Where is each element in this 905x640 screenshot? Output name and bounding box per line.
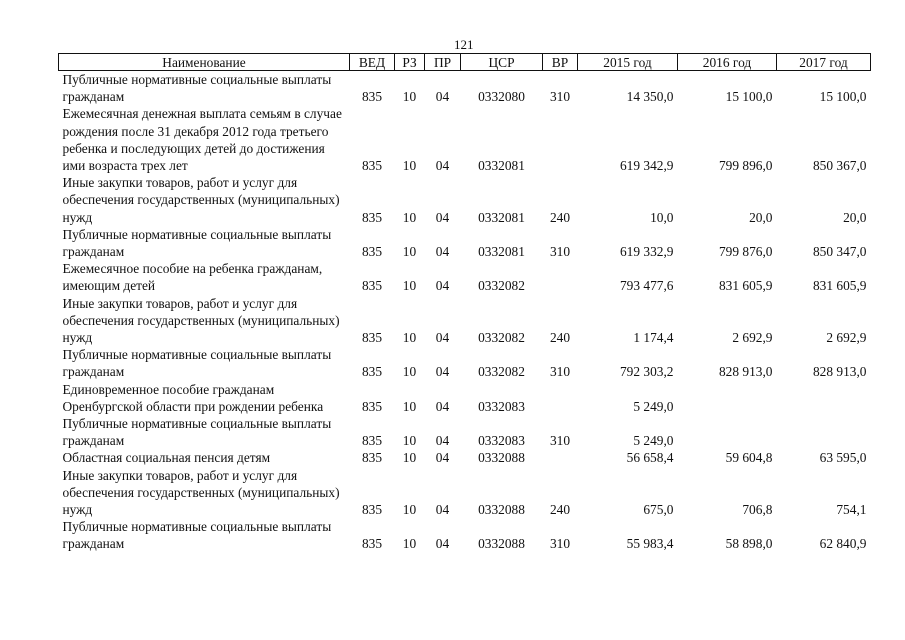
cell-vr: 240: [549, 330, 571, 346]
cell-2016: 831 605,9: [718, 278, 773, 294]
budget-table: [58, 53, 871, 553]
cell-2017: 850 347,0: [812, 244, 867, 260]
cell-2017: 2 692,9: [826, 330, 867, 346]
cell-2017: 828 913,0: [812, 364, 867, 380]
cell-name: Публичные нормативные социальные выплаты гражданам: [62, 226, 332, 260]
cell-ved: 835: [361, 158, 383, 174]
cell-pr: 04: [435, 502, 450, 518]
table-row: [59, 260, 871, 294]
cell-ved: 835: [361, 330, 383, 346]
table-row: [59, 467, 871, 519]
cell-2016: 706,8: [742, 502, 773, 518]
header-name: Наименование: [59, 54, 350, 71]
table-header-row: [59, 54, 871, 71]
cell-vr: [543, 449, 578, 466]
cell-ved: 835: [361, 536, 383, 552]
cell-ved: 835: [361, 278, 383, 294]
cell-name: Областная социальная пенсия детям: [62, 450, 271, 466]
cell-rz: 10: [402, 398, 417, 414]
cell-vr: 240: [549, 502, 571, 518]
cell-pr: 04: [435, 398, 450, 414]
cell-pr: 04: [435, 158, 450, 174]
table-row: [59, 415, 871, 449]
cell-2015: 5 249,0: [633, 433, 674, 449]
header-2016: 2016 год: [678, 54, 777, 71]
cell-2015: 619 342,9: [619, 158, 674, 174]
table-row: [59, 449, 871, 466]
cell-2017: 850 367,0: [812, 158, 867, 174]
cell-2017: 63 595,0: [819, 450, 867, 466]
cell-name: Публичные нормативные социальные выплаты гражданам: [62, 519, 332, 552]
cell-csr: 0332083: [478, 433, 525, 449]
cell-name: Публичные нормативные социальные выплаты гражданам: [62, 72, 332, 105]
cell-rz: 10: [402, 364, 417, 380]
cell-2015: 5 249,0: [633, 398, 674, 414]
cell-vr: 310: [549, 89, 571, 105]
cell-pr: 04: [435, 330, 450, 346]
cell-ved: 835: [361, 209, 383, 225]
cell-rz: 10: [402, 330, 417, 346]
cell-2015: 675,0: [643, 502, 674, 518]
cell-pr: 04: [435, 89, 450, 105]
cell-2016: 799 876,0: [718, 244, 773, 260]
cell-2015: 792 303,2: [619, 364, 674, 380]
cell-2017: [777, 415, 871, 449]
cell-pr: 04: [435, 536, 450, 552]
cell-ved: 835: [361, 502, 383, 518]
cell-pr: 04: [435, 433, 450, 449]
cell-csr: 0332082: [478, 364, 525, 380]
cell-name: Иные закупки товаров, работ и услуг для обеспечения государственных (муниципальных) нужд: [62, 175, 340, 225]
cell-csr: 0332083: [478, 398, 525, 414]
cell-csr: 0332088: [478, 450, 525, 466]
cell-csr: 0332082: [478, 330, 525, 346]
cell-ved: 835: [361, 89, 383, 105]
table-body: [59, 71, 871, 553]
header-2017: 2017 год: [777, 54, 871, 71]
cell-csr: 0332088: [478, 536, 525, 552]
cell-2016: 2 692,9: [732, 330, 773, 346]
header-ved: ВЕД: [350, 54, 395, 71]
cell-2015: 10,0: [650, 209, 674, 225]
cell-vr: 310: [549, 433, 571, 449]
table-row: [59, 71, 871, 106]
cell-2017: 831 605,9: [812, 278, 867, 294]
table-row: [59, 105, 871, 174]
cell-csr: 0332088: [478, 502, 525, 518]
cell-ved: 835: [361, 450, 383, 466]
cell-2015: 14 350,0: [626, 89, 674, 105]
cell-2016: [678, 415, 777, 449]
cell-csr: 0332081: [478, 209, 525, 225]
cell-pr: 04: [435, 278, 450, 294]
cell-2016: 799 896,0: [718, 158, 773, 174]
cell-2016: 58 898,0: [725, 536, 773, 552]
cell-pr: 04: [435, 209, 450, 225]
table-row: [59, 226, 871, 260]
cell-name: Ежемесячное пособие на ребенка гражданам, имеющим детей: [62, 261, 323, 294]
header-2015: 2015 год: [578, 54, 678, 71]
table-row: [59, 295, 871, 347]
cell-csr: 0332081: [478, 244, 525, 260]
cell-name: Публичные нормативные социальные выплаты гражданам: [62, 416, 332, 449]
cell-name: Иные закупки товаров, работ и услуг для обеспечения государственных (муниципальных) нужд: [62, 295, 340, 346]
cell-vr: [543, 381, 578, 415]
cell-2016: 828 913,0: [718, 364, 773, 380]
cell-2016: [678, 381, 777, 415]
cell-ved: 835: [361, 433, 383, 449]
cell-rz: 10: [402, 209, 417, 225]
cell-2016: 20,0: [749, 209, 773, 225]
table-row: [59, 518, 871, 552]
cell-2017: 62 840,9: [819, 536, 867, 552]
cell-2015: 55 983,4: [626, 536, 674, 552]
cell-csr: 0332080: [478, 89, 525, 105]
header-vr: ВР: [543, 54, 578, 71]
cell-pr: 04: [435, 244, 450, 260]
cell-rz: 10: [402, 536, 417, 552]
header-rz: РЗ: [395, 54, 425, 71]
cell-rz: 10: [402, 244, 417, 260]
cell-csr: 0332081: [478, 158, 525, 174]
cell-ved: 835: [361, 364, 383, 380]
cell-name: Публичные нормативные социальные выплаты гражданам: [62, 347, 332, 380]
cell-ved: 835: [361, 398, 383, 414]
cell-vr: [543, 260, 578, 294]
cell-2016: 59 604,8: [725, 450, 773, 466]
cell-2015: 793 477,6: [619, 278, 674, 294]
cell-rz: 10: [402, 89, 417, 105]
cell-vr: 310: [549, 244, 571, 260]
cell-2017: 20,0: [843, 209, 867, 225]
cell-2015: 1 174,4: [633, 330, 674, 346]
table-row: [59, 381, 871, 415]
cell-2016: 15 100,0: [725, 89, 773, 105]
cell-rz: 10: [402, 278, 417, 294]
cell-rz: 10: [402, 158, 417, 174]
cell-ved: 835: [361, 244, 383, 260]
cell-2017: 15 100,0: [819, 89, 867, 105]
cell-name: Единовременное пособие гражданам Оренбургской области при рождении ребенка: [62, 381, 324, 414]
cell-2015: 56 658,4: [626, 450, 674, 466]
cell-pr: 04: [435, 450, 450, 466]
cell-csr: 0332082: [478, 278, 525, 294]
cell-vr: 310: [549, 364, 571, 380]
page-number: 121: [454, 37, 474, 52]
table-row: [59, 174, 871, 226]
cell-rz: 10: [402, 433, 417, 449]
cell-name: Иные закупки товаров, работ и услуг для обеспечения государственных (муниципальных) нужд: [62, 467, 340, 518]
cell-rz: 10: [402, 450, 417, 466]
cell-pr: 04: [435, 364, 450, 380]
cell-vr: 310: [549, 536, 571, 552]
cell-2015: 619 332,9: [619, 244, 674, 260]
cell-name: Ежемесячная денежная выплата семьям в случае рождения после 31 декабря 2012 года третьего ребенка и последующих детей до достижения ими возраста трех лет: [62, 106, 342, 174]
header-csr: ЦСР: [461, 54, 543, 71]
cell-vr: [543, 105, 578, 174]
cell-2017: 754,1: [836, 502, 867, 518]
cell-vr: 240: [549, 209, 571, 225]
cell-2017: [777, 381, 871, 415]
table-row: [59, 346, 871, 380]
header-pr: ПР: [425, 54, 461, 71]
cell-rz: 10: [402, 502, 417, 518]
